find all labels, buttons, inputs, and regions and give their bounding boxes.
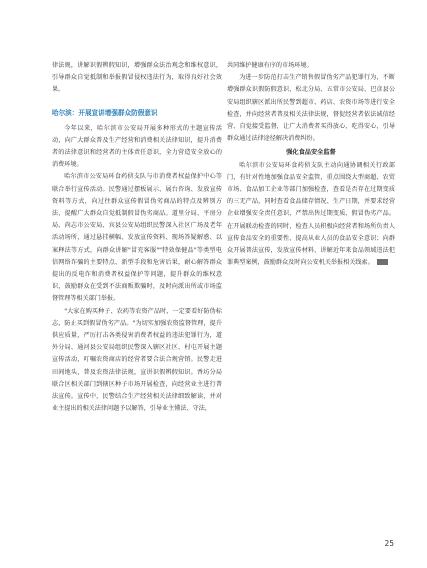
paragraph-propaganda-activities: 哈尔滨市公安局环食药侦支队与市消费者权益保护中心等联合举行宣传活动。民警通过摆板展示、展台咨询、发放宣传资料等方式，向过往群众宣传假冒伪劣商品的特点及辨别方法，提醒广大群众自觉抵制假冒伪劣商品。道里分局、平房分局、尚志市公安局、宾县公安局组织民警深入社区广场及老年活动场所，通过悬挂横幅、发放宣传资料、现场答疑解惑、以案释法等方式，向群众讲解"冒充客服""特效保健品"等类型电信网络诈骗的主要特点、新型手段和危害后果，耐心解答群众提出的反电诈和消费者权益保护等问题，提升群众的维权意识，鼓励群众在受到不法商贩欺骗时，及时向派出所或市场监督管理等相关部门举报。: [52, 173, 222, 303]
page-number: 25: [384, 539, 394, 548]
paragraph-intro: 今年以来，哈尔滨市公安局开展多种形式的主题宣传活动，向广大群众普及生产经营和消费相关法律知识，提升消费者的法律意识和经营者的主体责任意识，全力营造安全放心的消费环境。: [52, 124, 222, 169]
right-column: [227, 60, 395, 269]
paragraph-agricultural-supplies: "大家在购买种子、农药等农资产品时，一定要看好防伪标志，防止买到假冒伪劣产品。"为切实加强农资监督管理，提升供应质量，严厉打击各类侵害消费者权益的违法犯罪行为，道外分局、通河县公安局组织民警深入辖区社区、村屯开展主题宣传活动，叮嘱农资商店的经营者要合法合规营销。民警走进田间地头，普及农资法律法规，宣讲识假辨假知识。香坊分局联合区相关部门到辖区种子市场开展检查，向经营业主进行普法宣传。宣传中，民警结合生产经营相关法律细致解读，并对业主提出的相关法律问题予以解答，引导业主懂法、守法，: [52, 307, 222, 413]
end-mark-icon: [377, 259, 388, 265]
left-column: [52, 60, 222, 415]
paragraph-inspection: 为进一步防范打击生产销售假冒伪劣产品犯罪行为，不断增强群众识假防假意识，松北分局、五常市公安局、巴彦县公安局组织辖区派出所民警到超市、药店、农资市场等进行安全检查，并向经营者普及相关法律法规，督促经营者依法诚信经营、自觉接受监督，让广大消费者买得放心、吃得安心，引导群众通过法律途径解决消费纠纷。: [227, 74, 395, 143]
paragraph-food-safety-text: 哈尔滨市公安局环食药侦支队主动向通协调相关行政部门，有针对性地加强食品安全监管，重点围绕大型商超、农贸市场、食品加工企业等部门加强检查，查看是否存在过期变质的三无产品，同时查看食品储存情况、生产日期，并要求经营企业增强安全责任意识，严禁出售过期变质、假冒伪劣产品。在开展联动检查的同时，检查人员积极向经营者和场所负责人宣传食品安全的重要性，提高从业人员的食品安全意识；向群众开展普法宣传，发放宣传材料，讲解近年来食品领域违法犯罪典型案例，鼓励群众及时向公安机关举报相关线索。: [227, 161, 395, 267]
section-heading-harbin: 哈尔滨：开展宣讲增强群众防假意识: [52, 108, 158, 117]
paragraph-food-safety: [227, 160, 395, 270]
subheading-food-safety: 强化食品安全监督: [286, 149, 336, 157]
paragraph-continued: 律法规，讲解识假辨假知识，增强群众法治观念和维权意识，引导群众自觉抵制和举报假冒侵权违法行为，取得良好社会效果。: [52, 62, 222, 94]
paragraph-continued-right: 共同维护健康有序的市场环境。: [227, 62, 313, 69]
